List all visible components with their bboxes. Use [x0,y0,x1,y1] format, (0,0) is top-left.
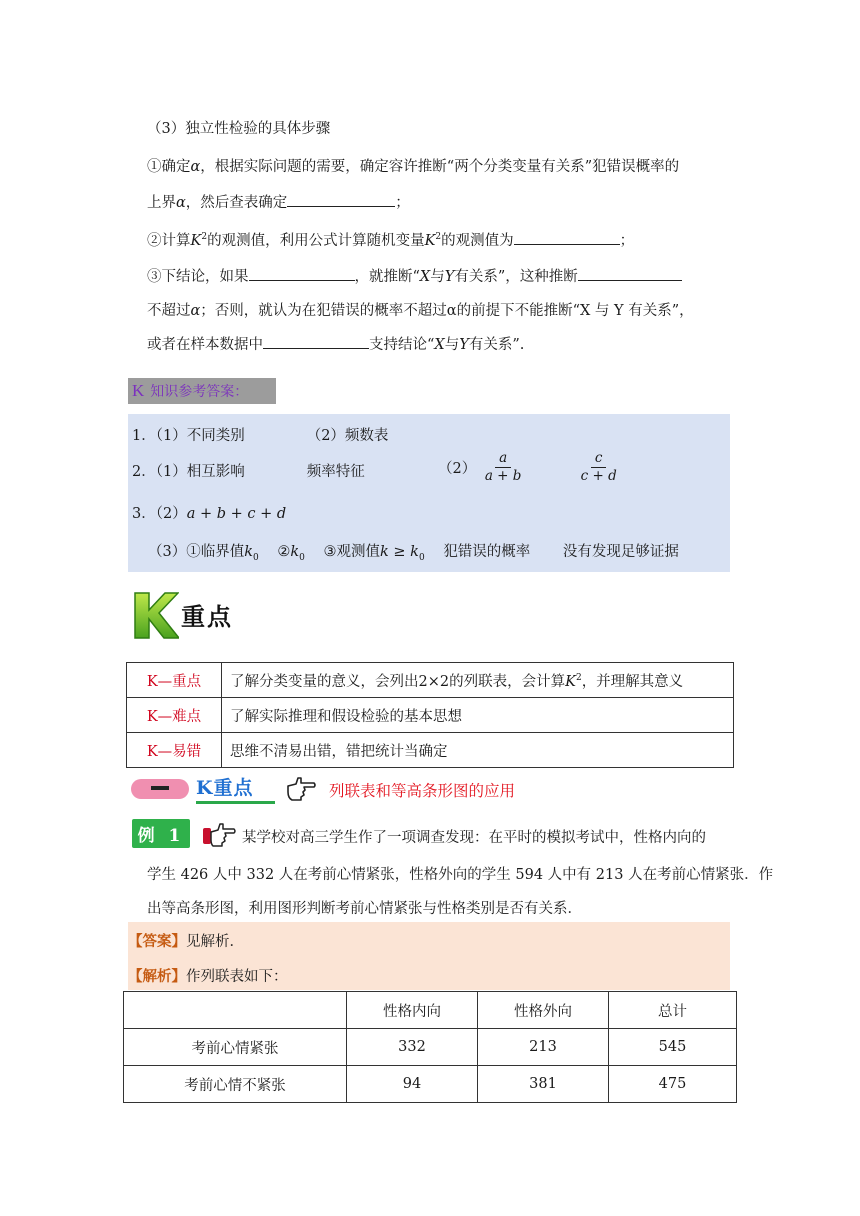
focus-table [126,662,734,768]
k-logo-icon [133,590,179,640]
header-cell: 性格内向 [347,992,478,1029]
pointing-hand-red-icon [202,820,236,848]
example-text-line-3: 出等高条形图，利用图形判断考前心情紧张与性格类别是否有关系． [147,901,582,917]
header-cell: 总计 [609,992,737,1029]
answer-line: 【答案】见解析． [128,933,244,950]
focus-content: 了解分类变量的意义，会列出2×2的列联表，会计算$K^2$，并理解其意义 [222,663,734,698]
example-text-line-2: 学生 426 人中 332 人在考前心情紧张，性格外向的学生 594 人中有 213 人在考前心情紧张．作 [147,867,774,883]
table-cell: 213 [478,1029,609,1066]
example-badge: 例 1 [132,819,190,848]
blank-critical-value [287,192,395,207]
blank-condition [249,266,355,281]
focus-label: K—难点 [127,698,222,733]
step-1-line: ①确定α，根据实际问题的需要，确定容许推断“两个分类变量有关系”犯错误概率的 [147,159,680,175]
k-letter-icon: K [132,381,145,400]
reference-answer-title: 知识参考答案： [150,384,249,400]
contingency-table [123,991,737,1103]
row-label: 考前心情紧张 [124,1029,347,1066]
fraction-c-over-c-plus-d: $\frac{c}{c + d}$ [580,450,617,484]
focus-content: 了解实际推理和假设检验的基本思想 [222,698,734,733]
section-number-dash [151,786,169,790]
table-row [127,733,734,768]
reference-answer-header [128,378,276,404]
table-cell: 545 [609,1029,737,1066]
example-text-line-1: 某学校对高三学生作了一项调查发现：在平时的模拟考试中，性格内向的 [242,830,706,846]
answer-row-1: 1．（1）不同类别 （2）频数表 [132,428,389,444]
table-cell: 475 [609,1066,737,1103]
table-header-row [124,992,737,1029]
blank-observed-value [514,230,620,245]
focus-content: 思维不清易出错，错把统计当确定 [222,733,734,768]
step-1-line-2: 上界α，然后查表确定 ； [147,191,410,212]
table-row [127,663,734,698]
answer-row-4: （3）①临界值$k_0$ $②k_0$ ③观测值$k \ge k_0$ 犯错误的概率 没有发现足够证据 [148,544,679,563]
table-row [124,1029,737,1066]
reference-answer-box [128,414,730,572]
table-cell: 381 [478,1066,609,1103]
step-5-line: 或者在样本数据中 支持结论“X与Y有关系”. [147,333,524,354]
table-cell: 332 [347,1029,478,1066]
answer-row-2: 2．（1）相互影响 频率特征 [132,464,365,480]
table-cell: 94 [347,1066,478,1103]
pointing-hand-icon [286,774,316,802]
analysis-line: 【解析】作列联表如下： [128,968,288,985]
focus-label: K—重点 [127,663,222,698]
header-cell: 性格外向 [478,992,609,1029]
blank-evidence [263,334,369,349]
focus-title: 重点 [181,602,233,631]
table-row [127,698,734,733]
blank-error-prob [578,266,682,281]
section-title: 列联表和等高条形图的应用 [329,782,516,800]
answer-row-3: 3．（2）a + b + c + d [132,506,287,522]
steps-heading: （3）独立性检验的具体步骤 [147,121,331,137]
banner-underline [196,801,275,804]
banner-k-label: K重点 [196,777,254,799]
step-3-line: ③下结论，如果 ，就推断“X与Y有关系”，这种推断 [147,265,682,286]
step-4-line: 不超过α；否则，就认为在犯错误的概率不超过α的前提下不能推断“X 与 Y 有关系”， [147,303,694,319]
fraction-a-over-a-plus-b: $\frac{a}{a + b}$ [484,450,522,484]
alpha-symbol: α [190,159,201,175]
step-2-line: ②计算$K^2$的观测值，利用公式计算随机变量$K^2$的观测值为 ； [147,229,634,250]
answer-row-2-fractions: （2） $\frac{a}{a + b}$ $\frac{c}{c + d}$ [438,450,621,485]
row-label: 考前心情不紧张 [124,1066,347,1103]
header-cell [124,992,347,1029]
focus-label: K—易错 [127,733,222,768]
table-row [124,1066,737,1103]
